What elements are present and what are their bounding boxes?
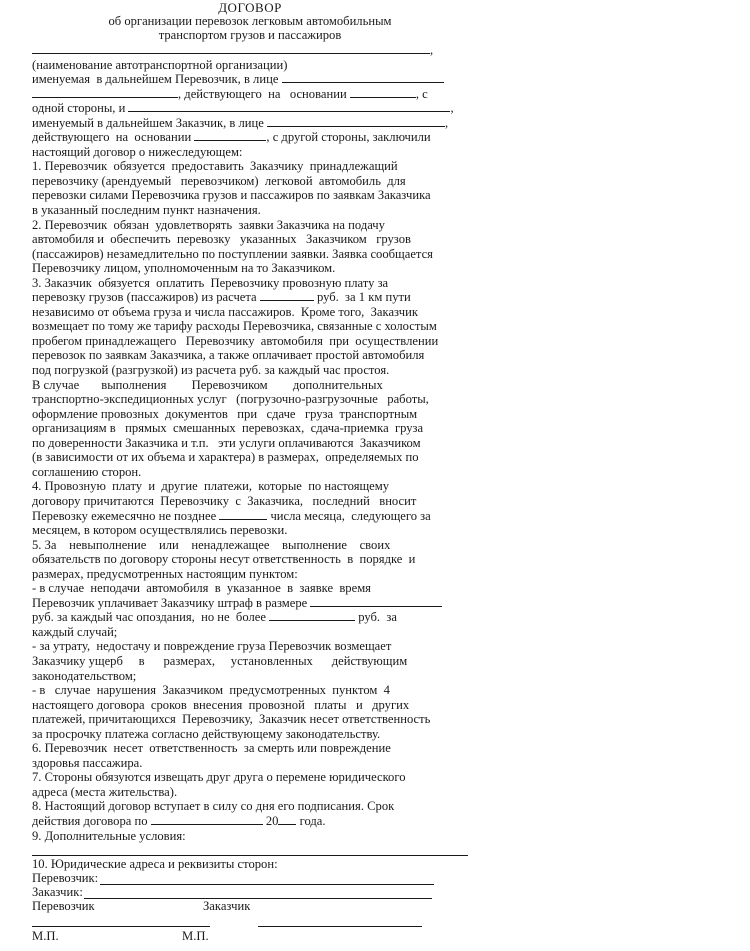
text-line: Перевозчику лицом, уполномоченным на то Заказчиком.: [32, 261, 336, 276]
text-line: за просрочку платежа согласно действующему законодательству.: [32, 726, 381, 741]
org-name-blank[interactable]: [32, 43, 430, 54]
clause-7: 7. Стороны обязуются извещать друг друга о перемене юридического: [32, 770, 406, 785]
text-line: законодательством;: [32, 668, 137, 683]
text-line: Заказчику ущерб в размерах, установленных действующим: [32, 653, 408, 668]
clause-9: 9. Дополнительные условия:: [32, 828, 186, 843]
carrier-signature-blank[interactable]: [32, 926, 210, 927]
text-line: пробегом принадлежащего Перевозчику автомобиля при осуществлении: [32, 333, 439, 348]
clause-8: 8. Настоящий договор вступает в силу со дня его подписания. Срок: [32, 799, 395, 814]
payment-day-blank[interactable]: [219, 509, 267, 520]
term-date-blank[interactable]: [151, 814, 263, 825]
section-10-heading: 10. Юридические адреса и реквизиты сторон:: [32, 857, 278, 871]
customer-signature-blank[interactable]: [258, 926, 422, 927]
text-line: (в зависимости от их объема и характера) в размерах, определяемых по: [32, 450, 419, 465]
carrier-rep-name-blank[interactable]: [32, 87, 178, 98]
rate-per-km-line: перевозку грузов (пассажиров) из расчета руб. за 1 км пути: [32, 290, 411, 305]
term-year-blank[interactable]: [278, 814, 296, 825]
carrier-details-blank[interactable]: [100, 884, 434, 885]
org-name-line: ,: [32, 43, 472, 58]
clause-5: 5. За невыполнение или ненадлежащее выполнение своих: [32, 537, 391, 552]
customer-rep-line: именуемый в дальнейшем Заказчик, в лице ,: [32, 115, 449, 130]
customer-signature-label: Заказчик: [203, 899, 251, 913]
document-title: ДОГОВОР: [218, 0, 282, 15]
text-line: перевозки силами Перевозчика грузов и пассажиров по заявкам Заказчика: [32, 188, 431, 203]
carrier-details-label: Перевозчик:: [32, 871, 99, 885]
text-line: (пассажиров) незамедлительно по поступлении заявки. Заявка сообщается: [32, 246, 433, 261]
clause-4: 4. Провозную плату и другие платежи, которые по настоящему: [32, 479, 390, 494]
payment-day-line: Перевозку ежемесячно не позднее числа месяца, следующего за: [32, 508, 431, 523]
customer-name-blank[interactable]: [128, 101, 450, 112]
customer-basis-blank[interactable]: [194, 130, 266, 141]
text-line: В случае выполнения Перевозчиком дополнительных: [32, 377, 383, 392]
text-line: соглашению сторон.: [32, 464, 142, 479]
text-line: организациям в прямых смешанных перевозках, сдача-приемка груза: [32, 421, 424, 436]
clause-6: 6. Перевозчик несет ответственность за смерть или повреждение: [32, 741, 391, 756]
text-line: под погрузкой (разгрузкой) из расчета руб. за каждый час простоя.: [32, 363, 390, 378]
clause-3: 3. Заказчик обязуется оплатить Перевозчику провозную плату за: [32, 275, 389, 290]
customer-line: одной стороны, и ,: [32, 101, 454, 116]
text-line: транспортно-экспедиционных услуг (погрузочно-разгрузочные работы,: [32, 392, 429, 407]
text-line: месяцем, в котором осуществлялись перевозки.: [32, 523, 288, 538]
text-line: каждый случай;: [32, 624, 118, 639]
carrier-signature-label: Перевозчик: [32, 899, 95, 913]
text-line: перевозчику (арендуемый перевозчиком) легковой автомобиль для: [32, 173, 406, 188]
text-line: оформление провозных документов при сдаче груза транспортным: [32, 406, 418, 421]
text-line: в указанный последним пункт назначения.: [32, 203, 261, 218]
carrier-basis-blank[interactable]: [350, 87, 416, 98]
customer-basis-line: действующего на основании , с другой стороны, заключили: [32, 130, 431, 145]
document-subtitle-line1: об организации перевозок легковым автомобильным: [108, 14, 392, 28]
text-line: обязательств по договору стороны несут ответственность в порядке и: [32, 552, 416, 567]
text-line: - в случае нарушения Заказчиком предусмотренных пунктом 4: [32, 683, 390, 698]
customer-details-blank[interactable]: [84, 898, 432, 899]
carrier-rep-line: именуемая в дальнейшем Перевозчик, в лице: [32, 72, 472, 87]
clause-1: 1. Перевозчик обязуется предоставить Заказчику принадлежащий: [32, 159, 398, 174]
clause-2: 2. Перевозчик обязан удовлетворять заявки Заказчика на подачу: [32, 217, 385, 232]
term-line: действия договора по 20 года.: [32, 813, 326, 828]
text-line: размерах, предусмотренных настоящим пунктом:: [32, 566, 298, 581]
contract-body: [32, 43, 472, 843]
text-line: независимо от объема груза и числа пассажиров. Кроме того, Заказчик: [32, 304, 418, 319]
text-line: - за утрату, недостачу и повреждение груза Перевозчик возмещает: [32, 639, 392, 654]
customer-rep-blank[interactable]: [267, 116, 445, 127]
text-line: возмещает по тому же тарифу расходы Перевозчика, связанные с холостым: [32, 319, 437, 334]
carrier-basis-line: , действующего на основании , с: [32, 87, 472, 102]
text-line: настоящий договор о нижеследующем:: [32, 144, 243, 159]
text-line: договору причитаются Перевозчику с Заказчика, последний вносит: [32, 493, 417, 508]
text-line: платежей, причитающихся Перевозчику, Заказчик несет ответственность: [32, 712, 431, 727]
fine-max-blank[interactable]: [269, 610, 355, 621]
document-subtitle-line2: транспортом грузов и пассажиров: [158, 28, 342, 42]
fine-max-line: руб. за каждый час опоздания, но не более руб. за: [32, 610, 397, 625]
text-line: здоровья пассажира.: [32, 755, 143, 770]
customer-details-label: Заказчик:: [32, 885, 83, 899]
fine-amount-blank[interactable]: [310, 596, 442, 607]
additional-conditions-blank[interactable]: [32, 855, 468, 856]
text-line: - в случае неподачи автомобиля в указанное в заявке время: [32, 581, 371, 596]
text-line: автомобиля и обеспечить перевозку указанных Заказчиком грузов: [32, 232, 411, 247]
carrier-stamp-label: М.П.: [32, 929, 59, 943]
carrier-rep-blank[interactable]: [282, 72, 444, 83]
fine-amount-line: Перевозчик уплачивает Заказчику штраф в размере: [32, 596, 472, 611]
customer-stamp-label: М.П.: [182, 929, 209, 943]
rate-per-km-blank[interactable]: [260, 290, 314, 301]
text-line: перевозок по заявкам Заказчика, а также оплачивает простой автомобиля: [32, 348, 425, 363]
org-name-caption: (наименование автотранспортной организации): [32, 57, 288, 72]
text-line: настоящего договора сроков внесения провозной платы и других: [32, 697, 410, 712]
text-line: по доверенности Заказчика и т.п. эти услуги оплачиваются Заказчиком: [32, 435, 421, 450]
text-line: адреса (места жительства).: [32, 784, 178, 799]
